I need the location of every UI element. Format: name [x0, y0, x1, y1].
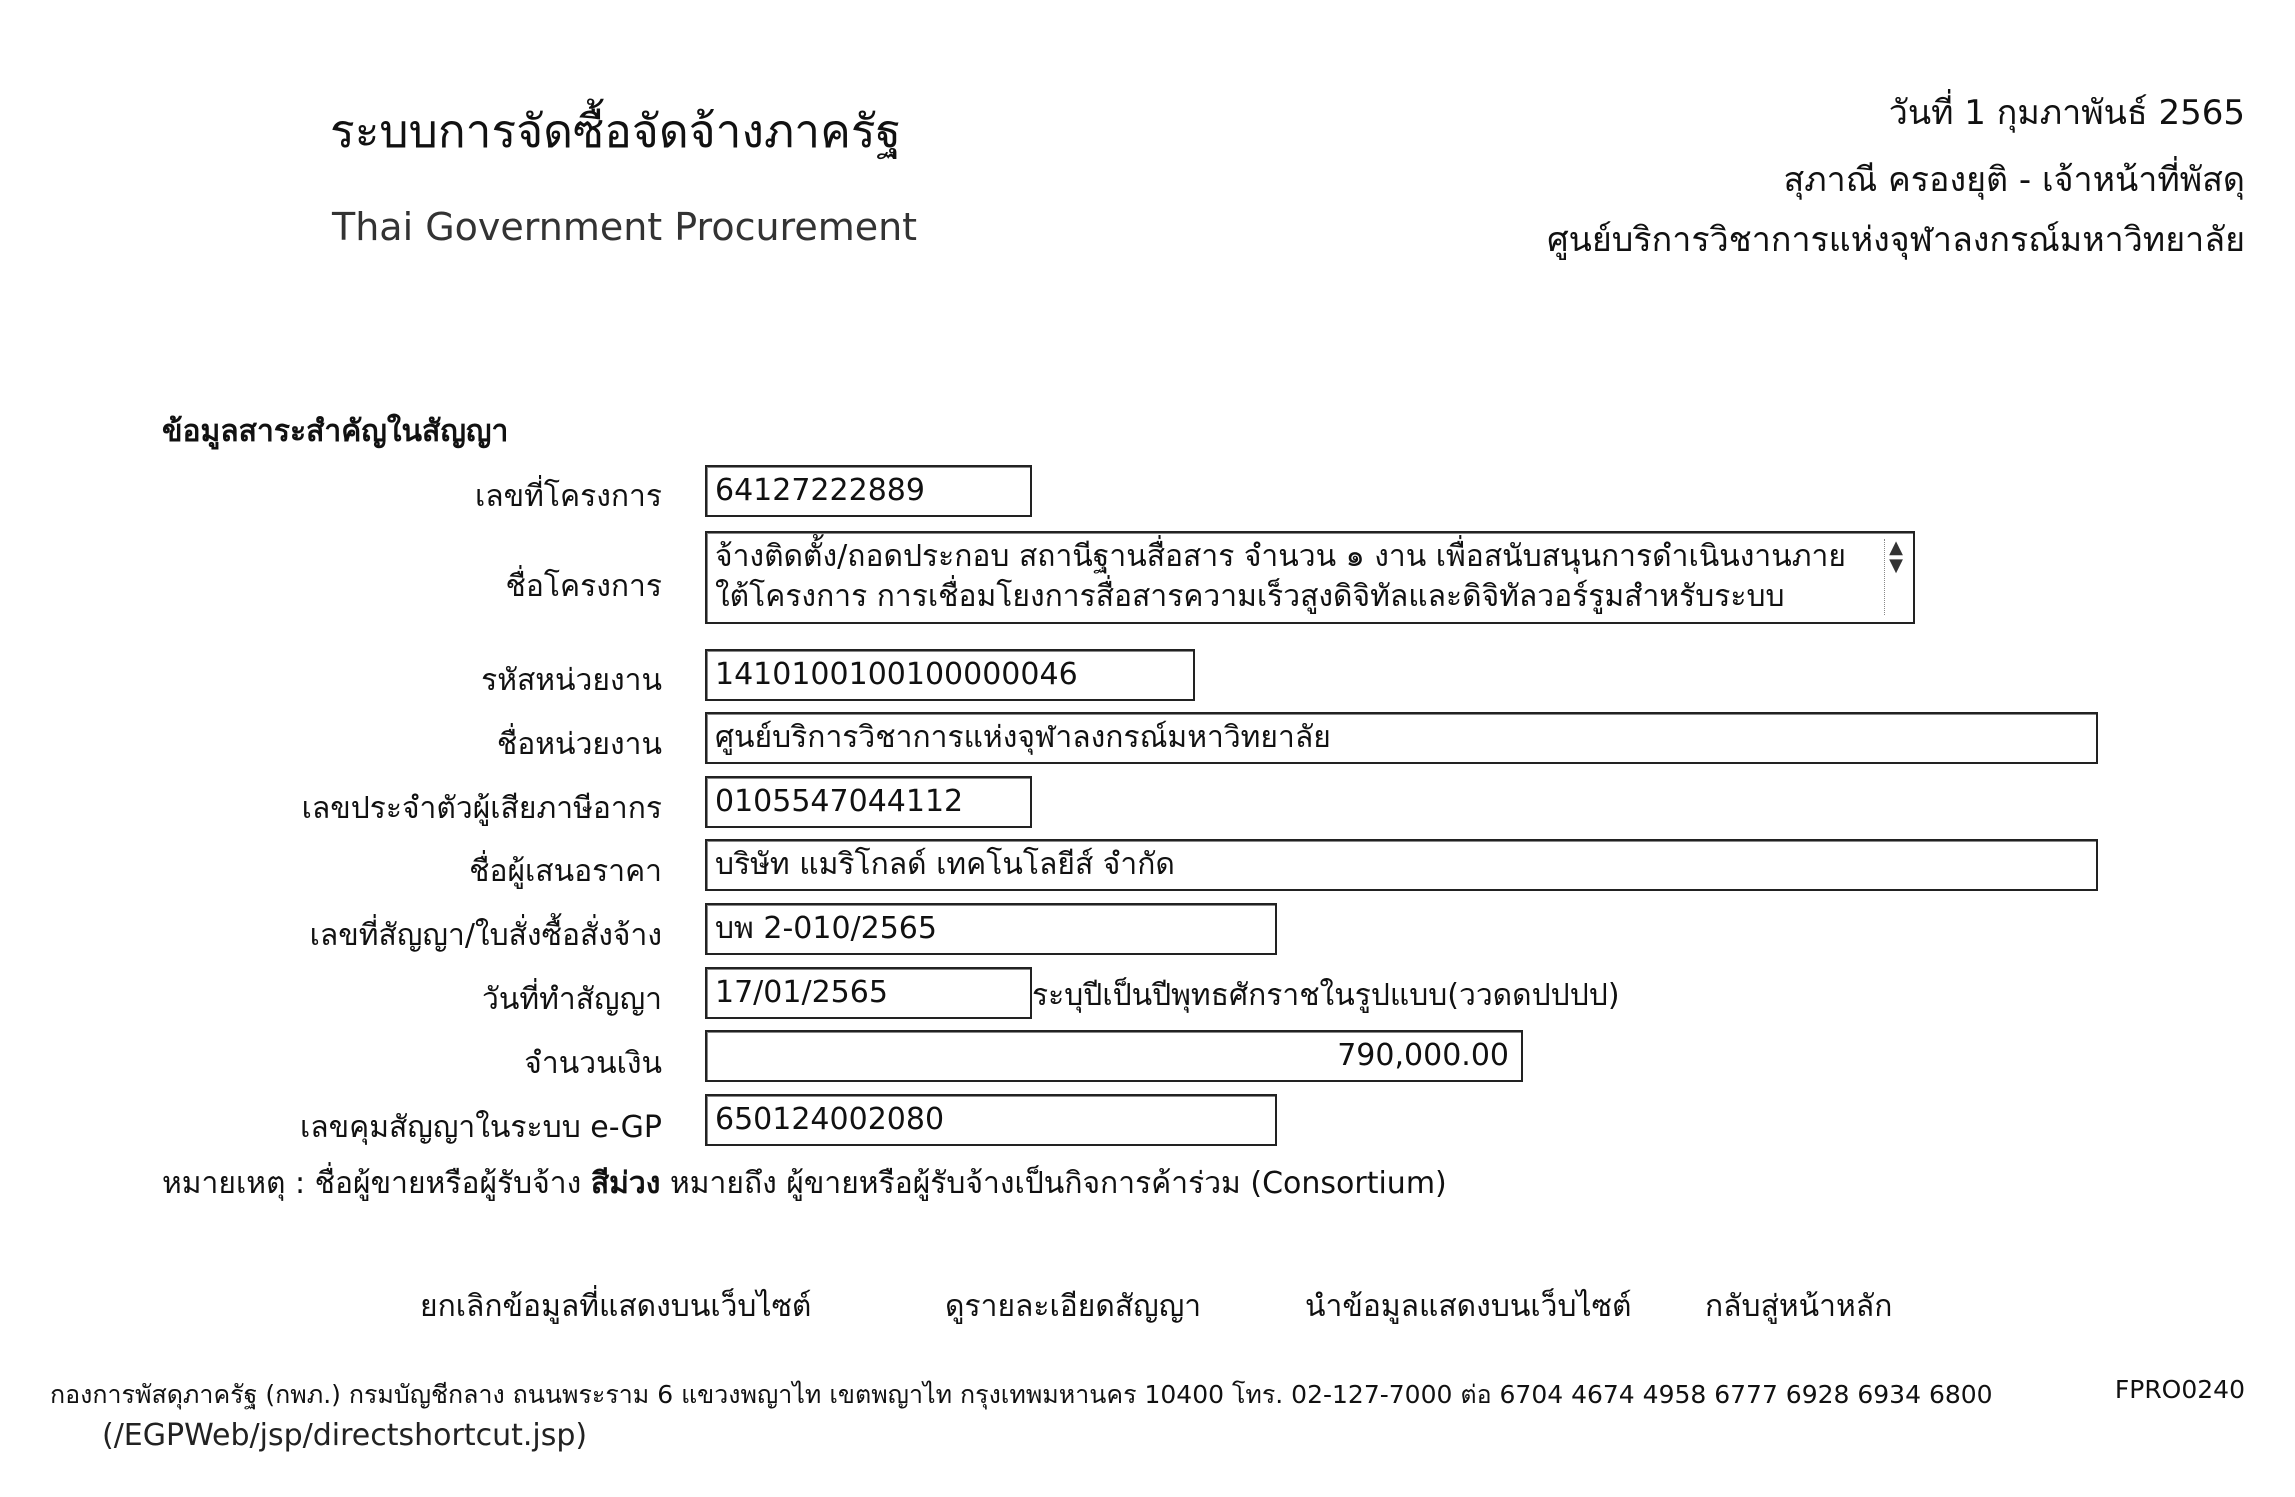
egp-no-field[interactable]: 650124002080	[705, 1094, 1277, 1146]
back-home-link[interactable]: กลับสู่หน้าหลัก	[1705, 1289, 1893, 1324]
current-date: วันที่ 1 กุมภาพันธ์ 2565	[1888, 93, 2245, 133]
note-prefix: หมายเหตุ : ชื่อผู้ขายหรือผู้รับจ้าง	[162, 1166, 582, 1201]
egp-no-label: เลขคุมสัญญาในระบบ e-GP	[300, 1110, 662, 1145]
bidder-field[interactable]: บริษัท แมริโกลด์ เทคโนโลยีส์ จำกัด	[705, 839, 2098, 891]
contract-date-field[interactable]: 17/01/2565	[705, 967, 1032, 1019]
scroll-down-icon[interactable]: ▼	[1889, 555, 1903, 576]
user-info: สุภาณี ครองยุติ - เจ้าหน้าที่พัสดุ	[1783, 160, 2245, 200]
page-path: (/EGPWeb/jsp/directshortcut.jsp)	[102, 1418, 588, 1453]
form-code: FPRO0240	[2114, 1375, 2245, 1404]
cancel-publish-link[interactable]: ยกเลิกข้อมูลที่แสดงบนเว็บไซต์	[420, 1289, 812, 1324]
contract-no-field[interactable]: บพ 2-010/2565	[705, 903, 1277, 955]
contract-details-link[interactable]: ดูรายละเอียดสัญญา	[945, 1289, 1202, 1324]
unit-name-field[interactable]: ศูนย์บริการวิชาการแห่งจุฬาลงกรณ์มหาวิทยาลัย	[705, 712, 2098, 764]
publish-link[interactable]: นำข้อมูลแสดงบนเว็บไซต์	[1305, 1289, 1632, 1324]
organization-name: ศูนย์บริการวิชาการแห่งจุฬาลงกรณ์มหาวิทยาลัย	[1547, 220, 2245, 260]
tax-id-label: เลขประจำตัวผู้เสียภาษีอากร	[301, 791, 662, 826]
unit-code-field[interactable]: 1410100100100000046	[705, 649, 1195, 701]
note-highlight: สีม่วง	[590, 1166, 661, 1201]
unit-code-label: รหัสหน่วยงาน	[481, 663, 662, 698]
contract-date-label: วันที่ทำสัญญา	[481, 982, 662, 1017]
page-title: ระบบการจัดซื้อจัดจ้างภาครัฐ	[330, 104, 901, 158]
unit-name-label: ชื่อหน่วยงาน	[496, 727, 662, 762]
scroll-up-icon[interactable]: ▲	[1889, 537, 1903, 558]
amount-field[interactable]: 790,000.00	[705, 1030, 1523, 1082]
section-title: ข้อมูลสาระสำคัญในสัญญา	[162, 414, 509, 449]
project-no-label: เลขที่โครงการ	[475, 479, 662, 514]
project-name-field[interactable]	[705, 531, 1915, 624]
date-format-hint: ระบุปีเป็นปีพุทธศักราชในรูปแบบ(ววดดปปปป)	[1032, 978, 1620, 1013]
textarea-scrollbar[interactable]	[1884, 539, 1907, 615]
project-no-field[interactable]: 64127222889	[705, 465, 1032, 517]
project-name-label: ชื่อโครงการ	[505, 569, 662, 604]
contract-no-label: เลขที่สัญญา/ใบสั่งซื้อสั่งจ้าง	[309, 918, 662, 953]
project-name-text: จ้างติดตั้ง/ถอดประกอบ สถานีฐานสื่อสาร จำนวน ๑ งาน เพื่อสนับสนุนการดำเนินงานภายใต้โครงการ การเชื่อมโยงการสื่อสารความเร็วสูงดิจิทัลและดิจิทัลวอร์รูมสำหรับระบบ	[715, 539, 1846, 614]
bidder-label: ชื่อผู้เสนอราคา	[469, 854, 662, 889]
tax-id-field[interactable]: 0105547044112	[705, 776, 1032, 828]
amount-label: จำนวนเงิน	[524, 1046, 662, 1081]
consortium-note	[162, 1160, 1447, 1207]
page-subtitle: Thai Government Procurement	[332, 205, 918, 249]
footer-address: กองการพัสดุภาครัฐ (กพภ.) กรมบัญชีกลาง ถนนพระราม 6 แขวงพญาไท เขตพญาไท กรุงเทพมหานคร 10400 โทร. 02-127-7000 ต่อ 6704 4674 4958 6777 6928 6934 6800	[50, 1380, 1993, 1409]
note-suffix: หมายถึง ผู้ขายหรือผู้รับจ้างเป็นกิจการค้าร่วม (Consortium)	[669, 1166, 1447, 1201]
